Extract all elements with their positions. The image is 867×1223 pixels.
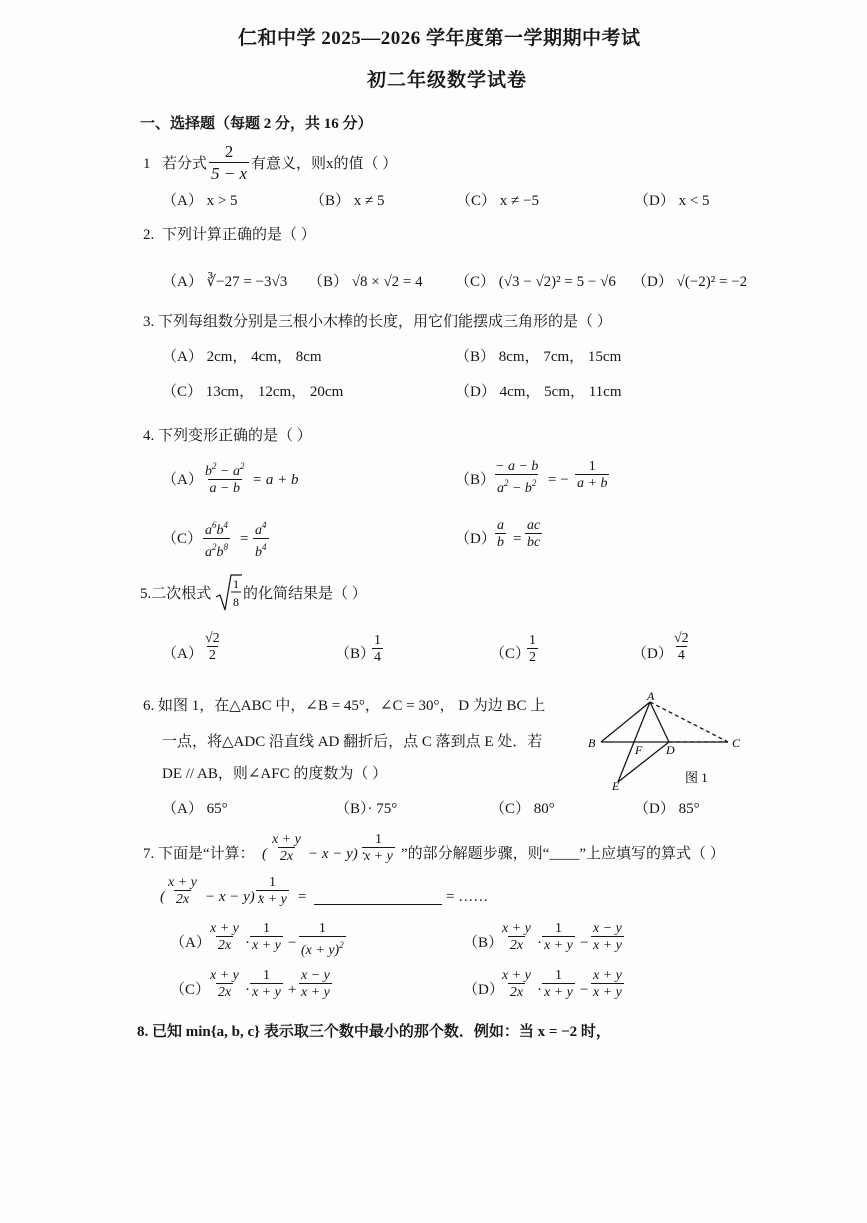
q7c-frac2: $\frac{1}{x + y}$ [252, 968, 281, 1000]
q1-option-b: （B） x ≠ 5 [310, 193, 385, 209]
q7-step-frac1: $\frac{x + y}{2x}$ [168, 875, 197, 907]
q1-option-a: （A） x > 5 [162, 193, 238, 209]
point-c-label: C [732, 736, 741, 750]
q7b-frac1: $\frac{x + y}{2x}$ [502, 921, 531, 953]
q5a-fraction: $\frac{√2}{2}$ [205, 631, 220, 663]
q6-line-1: 6. 如图 1，在△ABC 中，∠B = 45°，∠C = 30°， D 为边 BC 上 [143, 698, 546, 714]
q4c-lhs-fraction: $\frac{a^6b^4}{a^2b^8}$ [205, 520, 228, 560]
q7b-frac3: $\frac{x - y}{x + y}$ [593, 921, 622, 953]
q4b-lhs-fraction: $\frac{- a - b}{a^2 - b^2}$ [495, 459, 539, 496]
q7b-frac2: $\frac{1}{x + y}$ [544, 921, 573, 953]
q4-label-a: （A） [162, 472, 203, 488]
q7d-frac3: $\frac{x + y}{x + y}$ [593, 968, 622, 1000]
svg-text:8: 8 [233, 595, 239, 609]
q5-radical [215, 573, 243, 613]
q7-label-b: （B） [463, 935, 504, 951]
q6-line-3: DE // AB，则∠AFC 的度数为（ ） [162, 766, 388, 782]
q2-number: 2. [143, 227, 155, 243]
q7-stem-pre: 7. 下面是“计算： [143, 846, 255, 862]
q7-step-equals: = [298, 889, 307, 905]
q3-stem: 3. 下列每组数分别是三根小木棒的长度，用它们能摆成三角形的是（ ） [143, 314, 612, 330]
q7-label-a: （A） [170, 935, 211, 951]
exam-title: 仁和中学 2025—2026 学年度第一学期期中考试 [238, 28, 641, 49]
q7a-minus: − [288, 935, 297, 951]
q5c-fraction: $\frac{1}{2}$ [529, 633, 536, 665]
q4-stem: 4. 下列变形正确的是（ ） [143, 428, 312, 444]
point-b-label: B [588, 736, 596, 750]
q2-stem: 下列计算正确的是（ ） [162, 227, 316, 243]
q1-stem-pre: 若分式 [162, 156, 208, 172]
figure-1 [583, 692, 753, 792]
q7a-dot: · [245, 935, 250, 951]
q7-answer-blank [314, 888, 442, 905]
q2-option-c: （C） (√3 − √2)² = 5 − √6 [455, 274, 616, 290]
section-heading: 一、选择题（每题 2 分，共 16 分） [140, 116, 373, 132]
svg-text:1: 1 [233, 577, 239, 591]
q4b-rhs-fraction: $\frac{1}{a + b}$ [577, 459, 608, 491]
q7-expr-frac2: $\frac{1}{x + y}$ [364, 832, 393, 864]
segment-ad [650, 702, 669, 742]
exam-subtitle: 初二年级数学试卷 [367, 70, 528, 91]
figure-caption: 图 1 [685, 770, 708, 785]
q3-option-a: （A） 2cm， 4cm， 8cm [162, 349, 322, 365]
q6-option-a: （A） 65° [162, 801, 228, 817]
q5d-fraction: $\frac{√2}{4}$ [674, 631, 689, 663]
q5-label-c: （C） [490, 646, 531, 662]
q7c-dot: · [245, 982, 250, 998]
q4d-lhs-fraction: $\frac{a}{b}$ [497, 518, 504, 550]
q1-fraction [209, 142, 249, 184]
q6-option-b: （B）· 75° [335, 801, 398, 817]
q6-option-d: （D） 85° [634, 801, 700, 817]
q7-expr-mid: − x − y) · [308, 846, 366, 862]
q8-stem: 8. 已知 min{a, b, c} 表示取三个数中最小的那个数．例如：当 x = −2 时， [137, 1024, 611, 1040]
q5-label-b: （B） [335, 646, 376, 662]
q7d-frac2: $\frac{1}{x + y}$ [544, 968, 573, 1000]
q1-stem-post: 有意义，则x的值（ ） [251, 156, 398, 172]
q7d-dot: · [537, 982, 542, 998]
q7-step-tail: = …… [446, 889, 489, 905]
q5-label-d: （D） [632, 646, 673, 662]
q7-label-c: （C） [170, 982, 211, 998]
q7-step-frac2: $\frac{1}{x + y}$ [258, 875, 287, 907]
q2-option-a: （A） ∛−27 = −3√3 [162, 274, 288, 290]
q7-label-d: （D） [463, 982, 504, 998]
q1-frac-den: 5 − x [211, 164, 248, 183]
q7c-plus: + [288, 982, 297, 998]
q7-stem-post: ”的部分解题步骤，则“____”上应填写的算式（ ） [401, 846, 725, 862]
q1-number: 1 [143, 156, 151, 172]
q5-stem-post: 的化简结果是（ ） [243, 586, 367, 602]
q7-expr-open: ( [262, 846, 267, 862]
q4a-rhs: = a + b [252, 472, 299, 488]
q7d-frac1: $\frac{x + y}{2x}$ [502, 968, 531, 1000]
q7b-minus: − [580, 935, 589, 951]
q4d-rhs-fraction: $\frac{ac}{bc}$ [527, 518, 541, 550]
q6-line-2: 一点，将△ADC 沿直线 AD 翻折后，点 C 落到点 E 处．若 [162, 734, 543, 750]
q2-option-d: （D） √(−2)² = −2 [632, 274, 748, 290]
q1-option-d: （D） x < 5 [634, 193, 710, 209]
q4c-rhs-fraction: $\frac{a^4}{b^4}$ [255, 520, 267, 560]
q7a-frac1: $\frac{x + y}{2x}$ [210, 921, 239, 953]
q3-option-d: （D） 4cm， 5cm， 11cm [455, 384, 622, 400]
q7-expr-frac1: $\frac{x + y}{2x}$ [272, 832, 301, 864]
q4b-equals: = − [548, 472, 569, 488]
q1-option-c: （C） x ≠ −5 [456, 193, 539, 209]
q3-option-b: （B） 8cm， 7cm， 15cm [455, 349, 622, 365]
q4c-equals: = [240, 531, 249, 547]
q7c-frac3: $\frac{x - y}{x + y}$ [301, 968, 330, 1000]
q3-option-c: （C） 13cm， 12cm， 20cm [162, 384, 344, 400]
q7a-frac3: $\frac{1}{(x + y)^2}$ [301, 921, 344, 958]
segment-ac-dashed [650, 702, 728, 742]
q4-label-b: （B） [455, 472, 496, 488]
q7-step-mid: − x − y) · [205, 889, 263, 905]
q7d-minus: − [580, 982, 589, 998]
q4a-fraction: $\frac{b^2 - a^2}{a - b}$ [205, 461, 245, 496]
q5-stem-pre: 5.二次根式 [140, 586, 212, 602]
q4-label-d: （D） [455, 531, 496, 547]
q2-option-b: （B） √8 × √2 = 4 [308, 274, 423, 290]
point-a-label: A [647, 692, 655, 703]
point-e-label: E [612, 779, 620, 792]
q7c-frac1: $\frac{x + y}{2x}$ [210, 968, 239, 1000]
q7a-frac2: $\frac{1}{x + y}$ [252, 921, 281, 953]
q1-frac-num: 2 [224, 142, 234, 161]
point-d-label: D [666, 743, 675, 757]
q4-label-c: （C） [162, 531, 203, 547]
q6-option-c: （C） 80° [490, 801, 555, 817]
q5-label-a: （A） [162, 646, 203, 662]
point-f-label: F [635, 743, 643, 757]
q7b-dot: · [537, 935, 542, 951]
q7-step-open: ( [160, 889, 165, 905]
q4d-equals: = [513, 531, 522, 547]
q5b-fraction: $\frac{1}{4}$ [374, 633, 381, 665]
